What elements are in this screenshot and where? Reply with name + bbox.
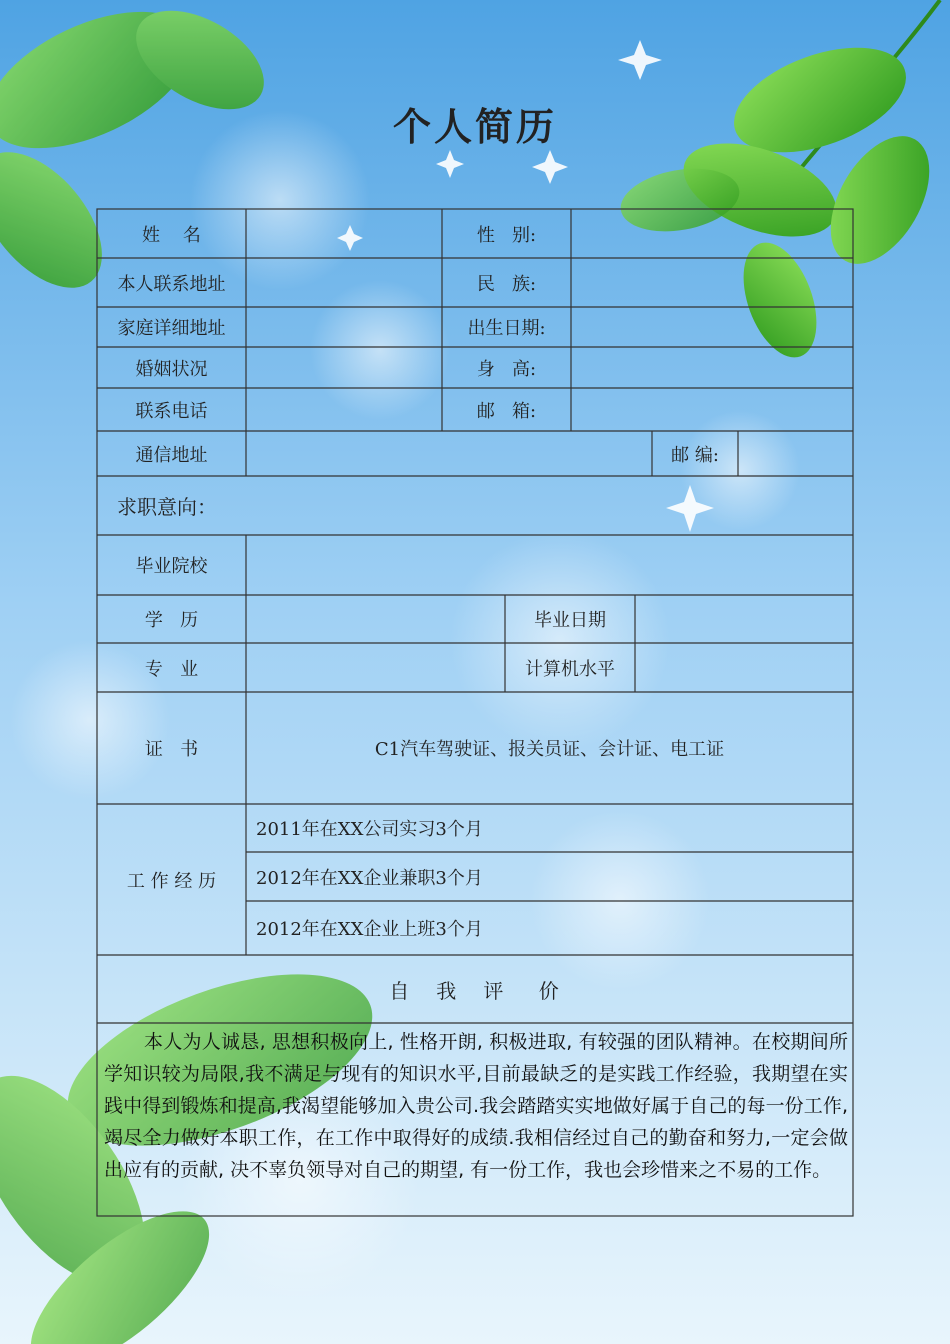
education-value[interactable]: [246, 595, 505, 643]
label-work-experience: 工 作 经 历: [126, 870, 217, 892]
label-major: 专 业: [144, 658, 199, 680]
height-value[interactable]: [571, 347, 853, 388]
school-value[interactable]: [246, 535, 853, 595]
label-certificates: 证 书: [144, 739, 199, 760]
label-height: 身 高:: [476, 358, 537, 380]
label-email: 邮 箱:: [476, 400, 537, 422]
self-evaluation-text: 本人为人诚恳, 思想积极向上, 性格开朗, 积极进取, 有较强的团队精神。在校期间所学知识较为局限,我不满足与现有的知识水平,目前最缺乏的是实践工作经验，我期望在实践中得到锻炼和提高,我渴望能够加入贵公司.我会踏踏实实地做好属于自己的每一份工作,竭尽全力做好本职工作，在工作中取得好的成绩.我相信经过自己的勤奋和努力,一定会做出应有的贡献, 决不辜负领导对自己的期望, 有一份工作，我也会珍惜来之不易的工作。: [104, 1031, 848, 1181]
ethnicity-value[interactable]: [571, 258, 853, 307]
label-graduation-date: 毕业日期: [534, 610, 606, 631]
label-birth-date: 出生日期:: [467, 318, 546, 339]
label-phone: 联系电话: [135, 400, 208, 422]
birth-date-value[interactable]: [571, 307, 853, 347]
gender-value[interactable]: [571, 209, 853, 258]
certificates-value: C1汽车驾驶证、报关员证、会计证、电工证: [374, 739, 725, 760]
mailing-address-value[interactable]: [246, 431, 652, 476]
postal-code-value[interactable]: [738, 431, 853, 476]
page-title: 个人简历: [392, 104, 557, 149]
label-marital-status: 婚姻状况: [135, 358, 208, 380]
label-postal-code: 邮 编:: [671, 444, 719, 466]
label-education: 学 历: [144, 610, 199, 631]
phone-value[interactable]: [246, 388, 442, 431]
label-school: 毕业院校: [135, 556, 208, 577]
work-experience-item: 2011年在XX公司实习3个月: [256, 819, 483, 840]
graduation-date-value[interactable]: [635, 595, 853, 643]
label-ethnicity: 民 族:: [476, 273, 537, 295]
label-contact-address: 本人联系地址: [117, 273, 226, 295]
label-name: 姓 名: [142, 224, 201, 246]
email-value[interactable]: [571, 388, 853, 431]
marital-status-value[interactable]: [246, 347, 442, 388]
computer-level-value[interactable]: [635, 643, 853, 692]
major-value[interactable]: [246, 643, 505, 692]
label-job-intention: 求职意向：: [117, 495, 217, 519]
label-computer-level: 计算机水平: [525, 658, 615, 680]
label-gender: 性 别:: [476, 224, 537, 246]
contact-address-value[interactable]: [246, 258, 442, 307]
label-home-address: 家庭详细地址: [117, 318, 226, 339]
work-experience-item: 2012年在XX企业上班3个月: [256, 919, 483, 940]
label-mailing-address: 通信地址: [135, 444, 208, 466]
home-address-value[interactable]: [246, 307, 442, 347]
work-experience-item: 2012年在XX企业兼职3个月: [256, 867, 483, 889]
name-value[interactable]: [246, 209, 442, 258]
label-self-evaluation: 自 我 评 价: [389, 978, 561, 1003]
